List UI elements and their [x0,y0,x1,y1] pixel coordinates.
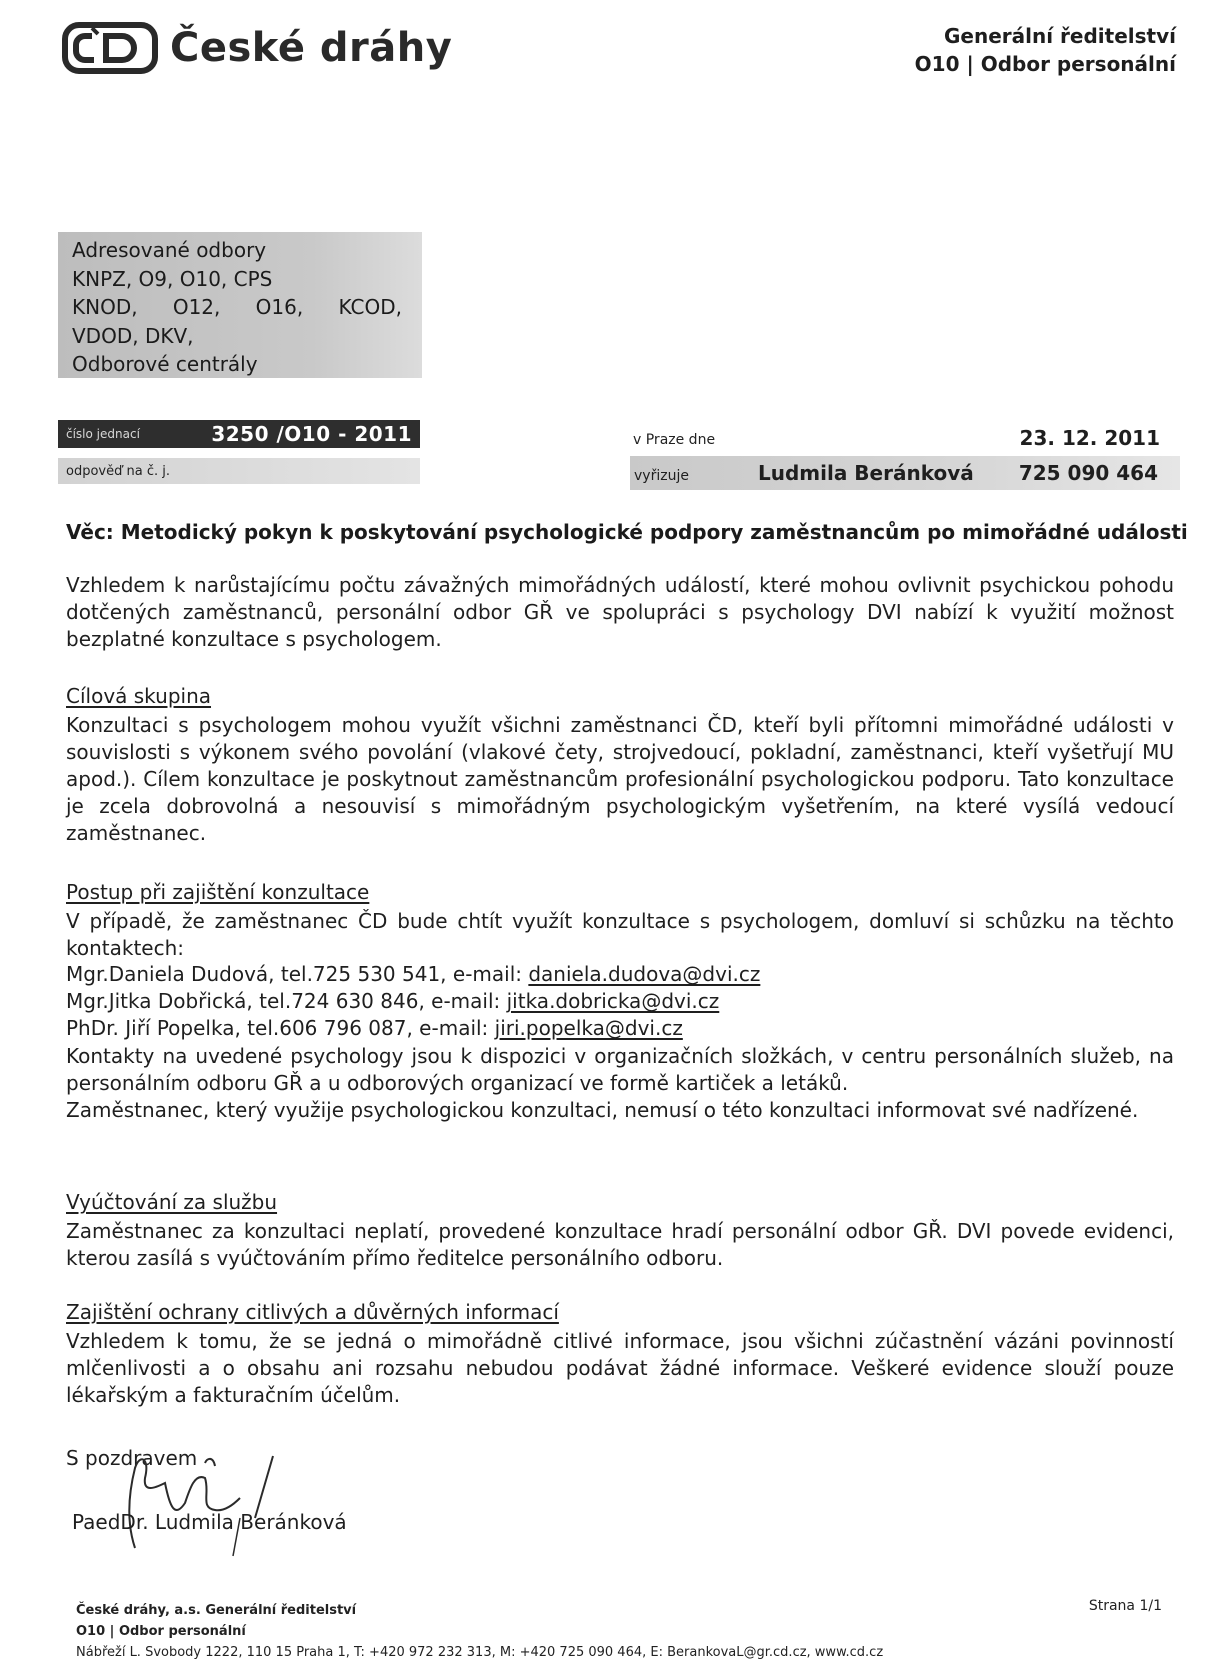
footer-company: České dráhy, a.s. Generální ředitelství [76,1603,357,1618]
address-title: Adresované odbory [72,238,267,262]
section-heading-confidentiality: Zajištění ochrany citlivých a důvěrných informací [66,1300,559,1324]
contact-line [66,1016,683,1040]
contact-info: Mgr.Daniela Dudová, tel.725 530 541, e-mail: [66,962,529,986]
reference-number-label: číslo jednací [66,427,140,441]
confidentiality-paragraph: Vzhledem k tomu, že se jedná o mimořádně citlivé informace, jsou všichni zúčastnění vázáni povinností mlčenlivosti a o obsahu ani rozsahu nebudou podávat žádné informace. Veškeré evidence slouží pouze lékařským a fakturačním účelům. [66,1329,1174,1407]
brand-name: České dráhy [170,25,453,71]
contact-email-link[interactable]: daniela.dudova@dvi.cz [528,962,761,986]
section-heading-billing: Vyúčtování za službu [66,1190,278,1214]
handwritten-signature [115,1448,295,1558]
address-block [58,232,422,378]
letter-subject: Věc: Metodický pokyn k poskytování psychologické podpory zaměstnancům po mimořádné události [66,520,1188,544]
handled-by-name: Ludmila Beránková [758,461,974,485]
cd-logo-icon [62,20,158,76]
reference-number-bar [58,420,420,448]
address-line-1: KNPZ, O9, O10, CPS [72,266,273,291]
contacts-availability-paragraph: Kontakty na uvedené psychology jsou k dispozici v organizačních složkách, v centru personálních služeb, na personálním odboru GŘ a u odborových organizací ve formě kartiček a letáků. [66,1044,1174,1095]
handled-by-bar [630,456,1180,490]
footer-department: O10 | Odbor personální [76,1624,246,1639]
contact-line [66,962,760,986]
contact-info: PhDr. Jiří Popelka, tel.606 796 087, e-mail: [66,1016,495,1040]
address-line-3: VDOD, DKV, [72,323,194,348]
reply-reference-label: odpověď na č. j. [66,464,170,479]
greeting: S pozdravem [66,1446,198,1470]
handled-by-label: vyřizuje [634,468,689,484]
handled-by-phone: 725 090 464 [1018,461,1158,485]
address-item: KCOD, [338,295,402,319]
contact-email-link[interactable]: jitka.dobricka@dvi.cz [506,989,720,1013]
address-item: O16, [255,295,304,319]
reference-number-value: 3250 /O10 - 2011 [211,422,412,446]
billing-paragraph: Zaměstnanec za konzultaci neplatí, provedené konzultace hradí personální odbor GŘ. DVI povede evidenci, kterou zasílá s vyúčtováním přímo ředitelce personálního odboru. [66,1219,1174,1270]
contact-info: Mgr.Jitka Dobřická, tel.724 630 846, e-mail: [66,989,507,1013]
page-number: Strana 1/1 [1088,1598,1162,1614]
supervisor-note-paragraph: Zaměstnanec, který využije psychologickou konzultaci, nemusí o této konzultaci informovat své nadřízené. [66,1098,1139,1122]
footer [76,1600,883,1663]
cd-logo [62,20,452,76]
address-line-4: Odborové centrály [72,352,258,376]
org-header [915,22,1176,78]
reply-reference-bar [58,458,420,484]
letter-date: 23. 12. 2011 [1019,426,1160,450]
place-label: v Praze dne [633,432,716,448]
intro-paragraph: Vzhledem k narůstajícímu počtu závažných mimořádných událostí, které mohou ovlivnit psychickou pohodu dotčených zaměstnanců, personální odbor GŘ ve spolupráci s psychology DVI nabízí k využití možnost bezplatné konzultace s psychologem. [66,573,1174,651]
section-heading-target-group: Cílová skupina [66,684,212,708]
address-item: O12, [172,295,221,319]
footer-contact: Nábřeží L. Svobody 1222, 110 15 Praha 1, T: +420 972 232 313, M: +420 725 090 464, E: BerankovaL@gr.cd.cz, www.cd.cz [76,1645,884,1660]
section-heading-procedure: Postup při zajištění konzultace [66,880,370,904]
address-line-2 [72,293,402,322]
org-line-1: Generální ředitelství [944,24,1176,48]
target-group-paragraph: Konzultaci s psychologem mohou využít všichni zaměstnanci ČD, kteří byli přítomni mimořádné události v souvislosti s výkonem svého povolání (vlakové čety, strojvedoucí, pokladní, zaměstnanci, kteří vyšetřují MU apod.). Cílem konzultace je poskytnout zaměstnancům profesionální psychologickou podporu. Tato konzultace je zcela dobrovolná a nesouvisí s mimořádným psychologickým vyšetřením, na které vysílá vedoucí zaměstnanec. [66,713,1174,845]
org-line-2: O10 | Odbor personální [914,52,1176,76]
address-item: KNOD, [72,295,138,319]
procedure-paragraph: V případě, že zaměstnanec ČD bude chtít využít konzultace s psychologem, domluví si schůzku na těchto kontaktech: [66,909,1174,960]
contact-line [66,989,719,1013]
signatory-name: PaedDr. Ludmila Beránková [72,1510,347,1534]
contact-email-link[interactable]: jiri.popelka@dvi.cz [494,1016,683,1040]
